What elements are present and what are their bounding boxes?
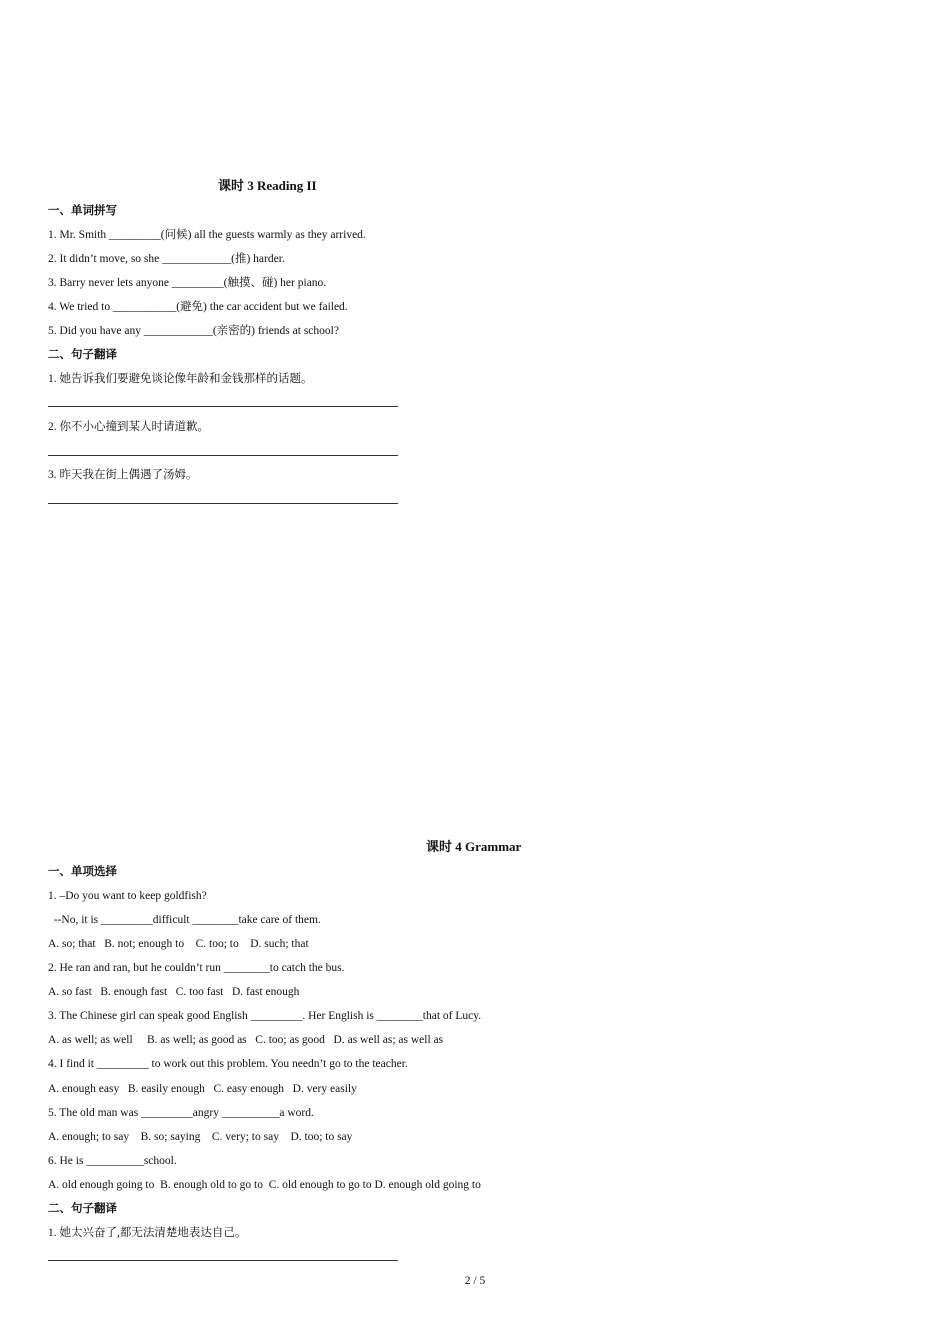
lesson4-choice-line: A. enough; to say B. so; saying C. very; to say D. too; to say	[48, 1131, 353, 1143]
lesson4-section2-heading: 二、句子翻译	[48, 1203, 117, 1215]
lesson4-choice-line: A. as well; as well B. as well; as good as C. too; as good D. as well as; as well as	[48, 1034, 444, 1046]
lesson3-translation-item-1: 1. 她告诉我们要避免谈论像年龄和金钱那样的话题。	[48, 373, 313, 385]
lesson4-choice-line: 5. The old man was _________angry __________a word.	[48, 1107, 314, 1119]
lesson4-choice-line: 2. He ran and ran, but he couldn’t run ________to catch the bus.	[48, 962, 345, 974]
answer-line	[48, 503, 398, 504]
lesson4-choice-line: A. enough easy B. easily enough C. easy enough D. very easily	[48, 1083, 357, 1095]
lesson4-choice-line: 6. He is __________school.	[48, 1155, 177, 1167]
lesson4-choice-line: 3. The Chinese girl can speak good English _________. Her English is ________that of Lucy.	[48, 1010, 482, 1022]
lesson3-translation-item-3: 3. 昨天我在街上偶遇了汤姆。	[48, 469, 198, 481]
lesson3-section2-heading: 二、句子翻译	[48, 349, 117, 361]
lesson3-spelling-item-3: 3. Barry never lets anyone _________(触摸、碰) her piano.	[48, 277, 327, 289]
lesson3-spelling-item-2: 2. It didn’t move, so she ____________(推) harder.	[48, 253, 285, 265]
lesson4-choice-line: 4. I find it _________ to work out this problem. You needn’t go to the teacher.	[48, 1058, 408, 1070]
answer-line	[48, 1260, 398, 1261]
answer-line	[48, 406, 398, 407]
lesson3-title: 课时 3 Reading II	[218, 178, 317, 193]
lesson3-spelling-item-5: 5. Did you have any ____________(亲密的) friends at school?	[48, 325, 339, 337]
page-indicator: 2 / 5	[464, 1275, 486, 1287]
lesson3-spelling-item-1: 1. Mr. Smith _________(问候) all the guests warmly as they arrived.	[48, 229, 366, 241]
lesson4-choice-line: A. so fast B. enough fast C. too fast D. fast enough	[48, 986, 300, 998]
lesson4-choice-line: A. so; that B. not; enough to C. too; to D. such; that	[48, 938, 309, 950]
lesson3-section1-heading: 一、单词拼写	[48, 205, 117, 217]
lesson4-choice-line: --No, it is _________difficult ________take care of them.	[48, 914, 321, 926]
answer-line	[48, 455, 398, 456]
lesson4-title: 课时 4 Grammar	[426, 839, 522, 854]
lesson3-spelling-item-4: 4. We tried to ___________(避免) the car accident but we failed.	[48, 301, 348, 313]
lesson4-choice-line: 1. –Do you want to keep goldfish?	[48, 890, 207, 902]
lesson4-choice-line: A. old enough going to B. enough old to go to C. old enough to go to D. enough old going to	[48, 1179, 481, 1191]
lesson3-translation-item-2: 2. 你不小心撞到某人时请道歉。	[48, 421, 209, 433]
lesson4-section1-heading: 一、单项选择	[48, 866, 117, 878]
lesson4-translation-item-1: 1. 她太兴奋了,都无法清楚地表达自己。	[48, 1227, 247, 1239]
